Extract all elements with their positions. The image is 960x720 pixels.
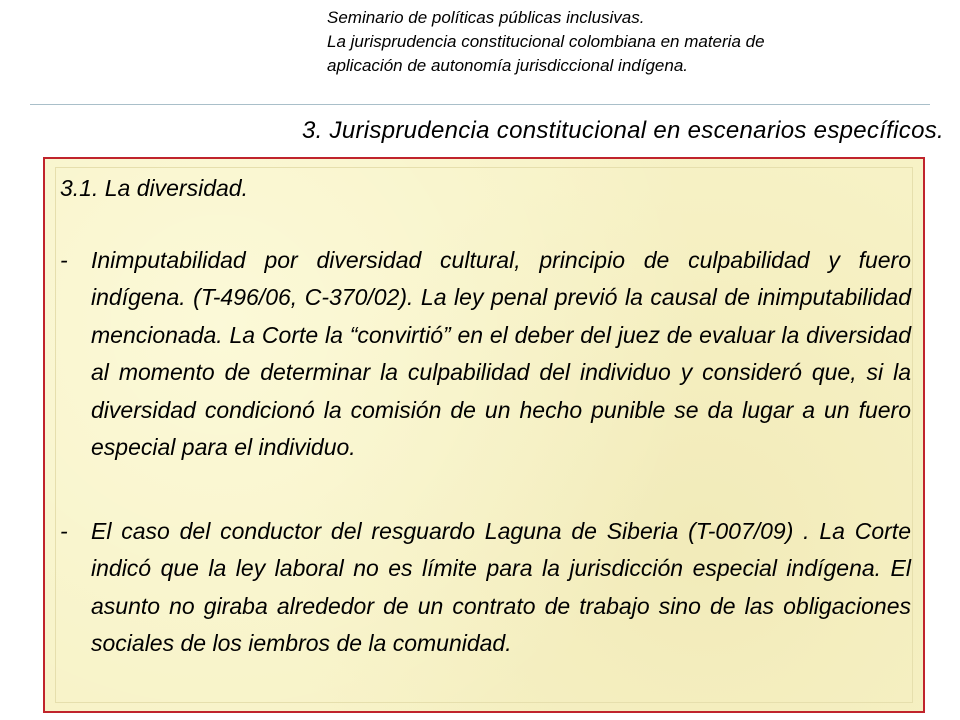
header-line-3: aplicación de autonomía jurisdiccional indígena. [327,56,689,75]
slide-header [327,6,947,78]
section-title: 3. Jurisprudencia constitucional en escenarios específicos. [301,117,944,144]
header-line-2: La jurisprudencia constitucional colombiana en materia de [327,32,765,51]
bullet-item [60,242,911,466]
content-box [43,157,925,713]
bullet-item [60,513,911,663]
header-divider [30,104,930,105]
bullet-text: Inimputabilidad por diversidad cultural, principio de culpabilidad y fuero indígena. (T-496/06, C-370/02). La ley penal previó la causal de inimputabilidad mencionada. La Corte la “convirtió” en el deber del juez de evaluar la diversidad al momento de determinar la culpabilidad del individuo y consideró que, si la diversidad condicionó la comisión de un hecho punible se da lugar a un fuero especial para el individuo. [91,247,911,461]
bullet-text: El caso del conductor del resguardo Laguna de Siberia (T-007/09) . La Corte indicó que la ley laboral no es límite para la jurisdicción especial indígena. El asunto no giraba alrededor de un contrato de trabajo sino de las obligaciones sociales de los iembros de la comunidad. [91,518,911,657]
subsection-heading: 3.1. La diversidad. [60,175,248,201]
bullet-marker: - [60,247,68,273]
bullet-marker: - [60,518,68,544]
header-line-1: Seminario de políticas públicas inclusivas. [327,8,645,27]
